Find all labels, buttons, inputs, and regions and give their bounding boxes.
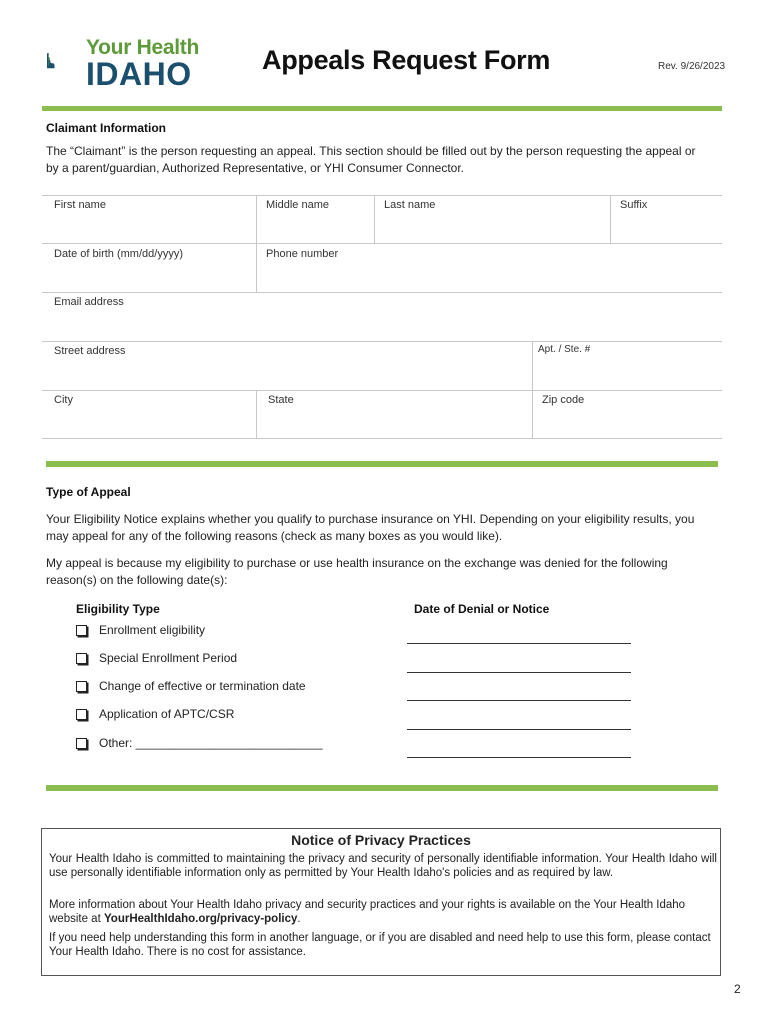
- appeal-reason-intro: My appeal is because my eligibility to purchase or use health insurance on the exchange was denied for the following reason(s) on the following date(s):: [46, 556, 668, 587]
- revision-date: Rev. 9/26/2023: [658, 61, 726, 72]
- phone-field[interactable]: Phone number: [266, 248, 339, 260]
- date-of-denial-header: Date of Denial or Notice: [414, 602, 550, 616]
- page-number: 2: [734, 982, 741, 996]
- zip-field[interactable]: Zip code: [542, 394, 585, 406]
- grid-line: [42, 438, 722, 439]
- option-label: Special Enrollment Period: [99, 651, 238, 665]
- option-label: Enrollment eligibility: [99, 623, 206, 637]
- checkbox-icon[interactable]: [76, 681, 87, 692]
- privacy-notice-title: Notice of Privacy Practices: [291, 832, 471, 848]
- privacy-paragraph-1: Your Health Idaho is committed to maintaining the privacy and security of personally identifiable information. Your Health Idaho will use personally identifiable information only as permitted by Your Health Idaho's policies and as required by law.: [49, 853, 717, 879]
- city-field[interactable]: City: [54, 394, 73, 406]
- privacy-policy-link[interactable]: YourHealthIdaho.org/privacy-policy: [103, 912, 298, 925]
- grid-line: [256, 195, 257, 292]
- idaho-state-logo-icon: [46, 30, 86, 92]
- grid-line: [42, 195, 722, 196]
- appeal-section-title: Type of Appeal: [46, 485, 131, 499]
- grid-line: [256, 390, 257, 438]
- state-field[interactable]: State: [268, 394, 294, 406]
- section-divider: [46, 461, 718, 467]
- option-special-enrollment[interactable]: [76, 651, 237, 665]
- street-address-field[interactable]: Street address: [54, 345, 126, 357]
- privacy-paragraph-3: If you need help understanding this form in another language, or if you are disabled and need help to use this form, please contact Your Health Idaho. There is no cost for assistance.: [49, 932, 711, 958]
- apt-field[interactable]: Apt. / Ste. #: [538, 344, 591, 355]
- logo-your-health: Your Health: [86, 36, 199, 59]
- last-name-field[interactable]: Last name: [384, 199, 436, 211]
- date-line-3[interactable]: [407, 700, 631, 701]
- appeal-description: Your Eligibility Notice explains whether you qualify to purchase insurance on YHI. Depending on your eligibility results, you may appeal for any of the following reasons (check as many boxes as you would like).: [46, 512, 695, 543]
- privacy-p2-end: .: [297, 912, 301, 925]
- checkbox-icon[interactable]: [76, 625, 87, 636]
- section-divider: [46, 785, 718, 791]
- grid-line: [610, 195, 611, 243]
- privacy-paragraph-2: [49, 899, 717, 926]
- date-line-4[interactable]: [407, 729, 631, 730]
- option-label: Application of APTC/CSR: [99, 707, 235, 721]
- header-divider: [42, 106, 722, 111]
- middle-name-field[interactable]: Middle name: [266, 199, 329, 211]
- page-title: Appeals Request Form: [262, 45, 551, 75]
- option-enrollment-eligibility[interactable]: [76, 623, 205, 637]
- grid-line: [532, 341, 533, 438]
- dob-field[interactable]: Date of birth (mm/dd/yyyy): [54, 248, 183, 260]
- email-field[interactable]: Email address: [54, 296, 124, 308]
- grid-line: [42, 292, 722, 293]
- option-label: Change of effective or termination date: [99, 679, 306, 693]
- date-line-1[interactable]: [407, 643, 631, 644]
- grid-line: [374, 195, 375, 243]
- date-line-5[interactable]: [407, 757, 631, 758]
- option-aptc-csr[interactable]: [76, 707, 234, 721]
- eligibility-type-header: Eligibility Type: [76, 602, 160, 616]
- grid-line: [42, 390, 722, 391]
- checkbox-icon[interactable]: [76, 653, 87, 664]
- grid-line: [42, 341, 722, 342]
- privacy-p2-text: More information about Your Health Idaho privacy and security practices and your rights is available on the Your Health Idaho website at: [49, 899, 686, 925]
- claimant-section-title: Claimant Information: [46, 121, 167, 135]
- option-change-effective-date[interactable]: [76, 679, 306, 693]
- checkbox-icon[interactable]: [76, 709, 87, 720]
- suffix-field[interactable]: Suffix: [620, 199, 648, 211]
- option-other[interactable]: [76, 736, 323, 750]
- option-label: Other: ____________________________: [99, 736, 323, 750]
- checkbox-icon[interactable]: [76, 738, 87, 749]
- grid-line: [42, 243, 722, 244]
- logo-idaho: IDAHO: [86, 56, 192, 92]
- claimant-description: The “Claimant” is the person requesting an appeal. This section should be filled out by the person requesting the appeal or by a parent/guardian, Authorized Representative, or YHI Consumer Connector.: [46, 144, 696, 175]
- date-line-2[interactable]: [407, 672, 631, 673]
- first-name-field[interactable]: First name: [54, 199, 106, 211]
